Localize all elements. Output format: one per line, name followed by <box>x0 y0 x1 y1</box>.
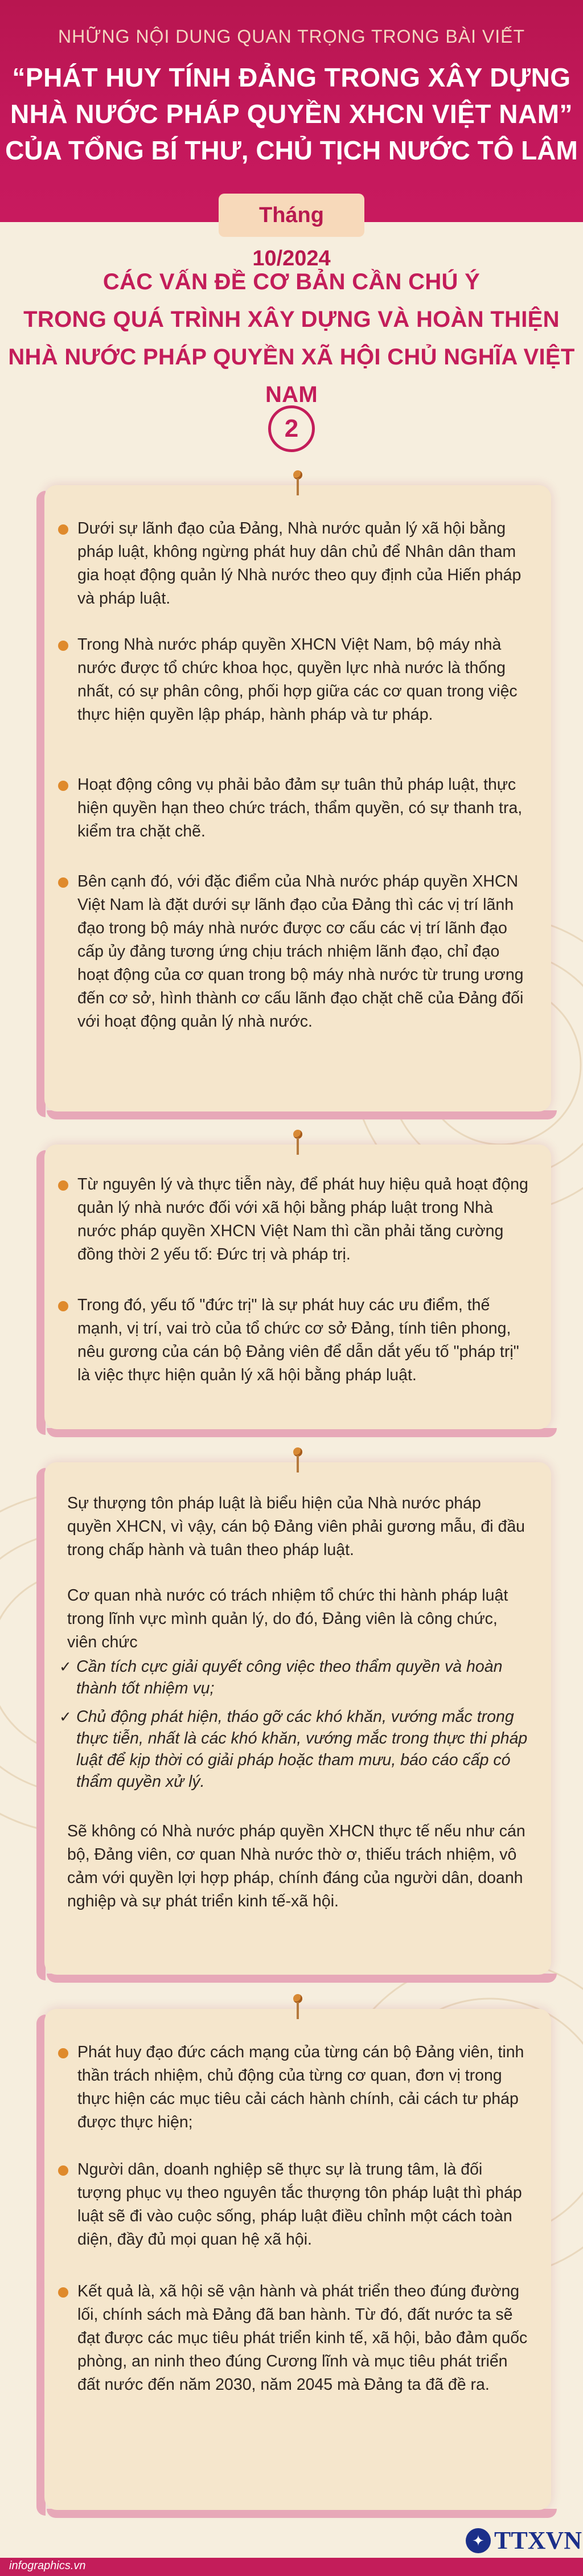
pin-icon <box>293 1447 302 1482</box>
checklist-item: ✓ Cần tích cực giải quyết công việc theo thẩm quyền và hoàn thành tốt nhiệm vụ; <box>76 1656 528 1699</box>
card-1 <box>44 485 551 1111</box>
paragraph: Sẽ không có Nhà nước pháp quyền XHCN thực tế nếu như cán bộ, Đảng viên, cơ quan Nhà nước thờ ơ, thiếu trách nhiệm, vô cảm với quyền lợi hợp pháp, chính đáng của người dân, doanh nghiệp và sự phát triển kinh tế-xã hội. <box>67 1822 525 1910</box>
section-heading-line1: CÁC VẤN ĐỀ CƠ BẢN CẦN CHÚ Ý <box>102 269 481 294</box>
list-item: Hoạt động công vụ phải bảo đảm sự tuân thủ pháp luật, thực hiện quyền hạn theo chức trách, thẩm quyền, có sự thanh tra, kiểm tra chặt chẽ. <box>77 773 528 843</box>
list-item: Bên cạnh đó, với đặc điểm của Nhà nước pháp quyền XHCN Việt Nam là đặt dưới sự lãnh đạo của Đảng thì các vị trí lãnh đạo trong bộ máy nhà nước được cơ cấu các vị trí lãnh đạo cấp ủy đảng tương ứng chịu trách nhiệm lãnh đạo, chỉ đạo hoạt động của cơ quan trong bộ máy nhà nước từ trung ương đến cơ sở, hình thành cơ cấu lãnh đạo chặt chẽ của Đảng đối với hoạt động quản lý nhà nước. <box>77 870 528 1033</box>
list-item: Trong Nhà nước pháp quyền XHCN Việt Nam, bộ máy nhà nước được tổ chức khoa học, quyền lực nhà nước là thống nhất, có sự phân công, phối hợp giữa các cơ quan trong việc thực hiện quyền lập pháp, hành pháp và tư pháp. <box>77 633 528 727</box>
header-title-line2: NHÀ NƯỚC PHÁP QUYỀN XHCN VIỆT NAM” <box>10 99 573 129</box>
section-number-badge: 2 <box>268 405 315 452</box>
checklist-item: ✓ Chủ động phát hiện, tháo gỡ các khó khăn, vướng mắc trong thực tiễn, nhất là các khó khăn, vướng mắc trong thực thi pháp luật để kịp thời có giải pháp hoặc tham mưu, báo cáo cấp có thẩm quyền xử lý. <box>76 1706 528 1792</box>
list-item: Kết quả là, xã hội sẽ vận hành và phát triển theo đúng đường lối, chính sách mà Đảng đã ban hành. Từ đó, đất nước ta sẽ đạt được các mục tiêu phát triển kinh tế, xã hội, bảo đảm quốc phòng, an ninh theo đúng Cương lĩnh và mục tiêu phát triển đất nước đến năm 2030, năm 2045 mà Đảng ta đã đề ra. <box>77 2280 528 2397</box>
card-3 <box>44 1462 551 1975</box>
section-heading-line3: NHÀ NƯỚC PHÁP QUYỀN XÃ HỘI CHỦ NGHĨA VIỆT NAM <box>8 344 575 407</box>
list-item: Dưới sự lãnh đạo của Đảng, Nhà nước quản lý xã hội bằng pháp luật, không ngừng phát huy dân chủ để Nhân dân tham gia hoạt động quản lý Nhà nước theo quy định của Hiến pháp và pháp luật. <box>77 517 528 610</box>
ttxvn-logo <box>466 2526 582 2554</box>
footer-credit: infographics.vn <box>9 2559 86 2572</box>
list-item: Từ nguyên lý và thực tiễn này, để phát huy hiệu quả hoạt động quản lý nhà nước đối với xã hội bằng pháp luật trong Nhà nước pháp quyền XHCN Việt Nam thì cần phải tăng cường đồng thời 2 yếu tố: Đức trị và pháp trị. <box>77 1173 528 1266</box>
section-heading-line2: TRONG QUÁ TRÌNH XÂY DỰNG VÀ HOÀN THIỆN <box>23 307 560 332</box>
header-banner <box>0 0 583 222</box>
footer-bar <box>0 2558 583 2576</box>
section-heading <box>0 263 583 413</box>
paragraph: Cơ quan nhà nước có trách nhiệm tổ chức thi hành pháp luật trong lĩnh vực mình quản lý, do đó, Đảng viên là công chức, viên chức <box>67 1586 508 1651</box>
header-title-line1: “PHÁT HUY TÍNH ĐẢNG TRONG XÂY DỰNG <box>12 63 571 92</box>
list-item: Phát huy đạo đức cách mạng của từng cán bộ Đảng viên, tinh thần trách nhiệm, chủ động của từng cơ quan, đơn vị trong thực hiện các mục tiêu cải cách hành chính, cải cách tư pháp được thực hiện; <box>77 2041 528 2134</box>
header-kicker: NHỮNG NỘI DUNG QUAN TRỌNG TRONG BÀI VIẾT <box>58 26 525 47</box>
pin-icon <box>293 470 302 504</box>
pin-icon <box>293 1130 302 1164</box>
card-2 <box>44 1145 551 1429</box>
header-title-line3: CỦA TỔNG BÍ THƯ, CHỦ TỊCH NƯỚC TÔ LÂM <box>5 136 578 165</box>
logo-text: TTXVN <box>494 2526 582 2554</box>
list-item: Trong đó, yếu tố "đức trị" là sự phát huy các ưu điểm, thế mạnh, vị trí, vai trò của tổ chức cơ sở Đảng, tính tiên phong, nêu gương của cán bộ Đảng viên để dẫn dắt yếu tố "pháp trị" là việc thực hiện quản lý xã hội bằng pháp luật. <box>77 1294 528 1387</box>
date-badge: Tháng 10/2024 <box>219 194 364 237</box>
list-item: Người dân, doanh nghiệp sẽ thực sự là trung tâm, là đối tượng phục vụ theo nguyên tắc thượng tôn pháp luật thì pháp luật sẽ đi vào cuộc sống, pháp luật điều chỉnh một cách toàn diện, đầy đủ mọi quan hệ xã hội. <box>77 2158 528 2251</box>
globe-icon: ✦ <box>466 2528 491 2553</box>
card-4 <box>44 2009 551 2510</box>
paragraph: Sự thượng tôn pháp luật là biểu hiện của Nhà nước pháp quyền XHCN, vì vậy, cán bộ Đảng viên phải gương mẫu, đi đầu trong chấp hành và tuân theo pháp luật. <box>67 1494 525 1559</box>
pin-icon <box>293 1994 302 2028</box>
